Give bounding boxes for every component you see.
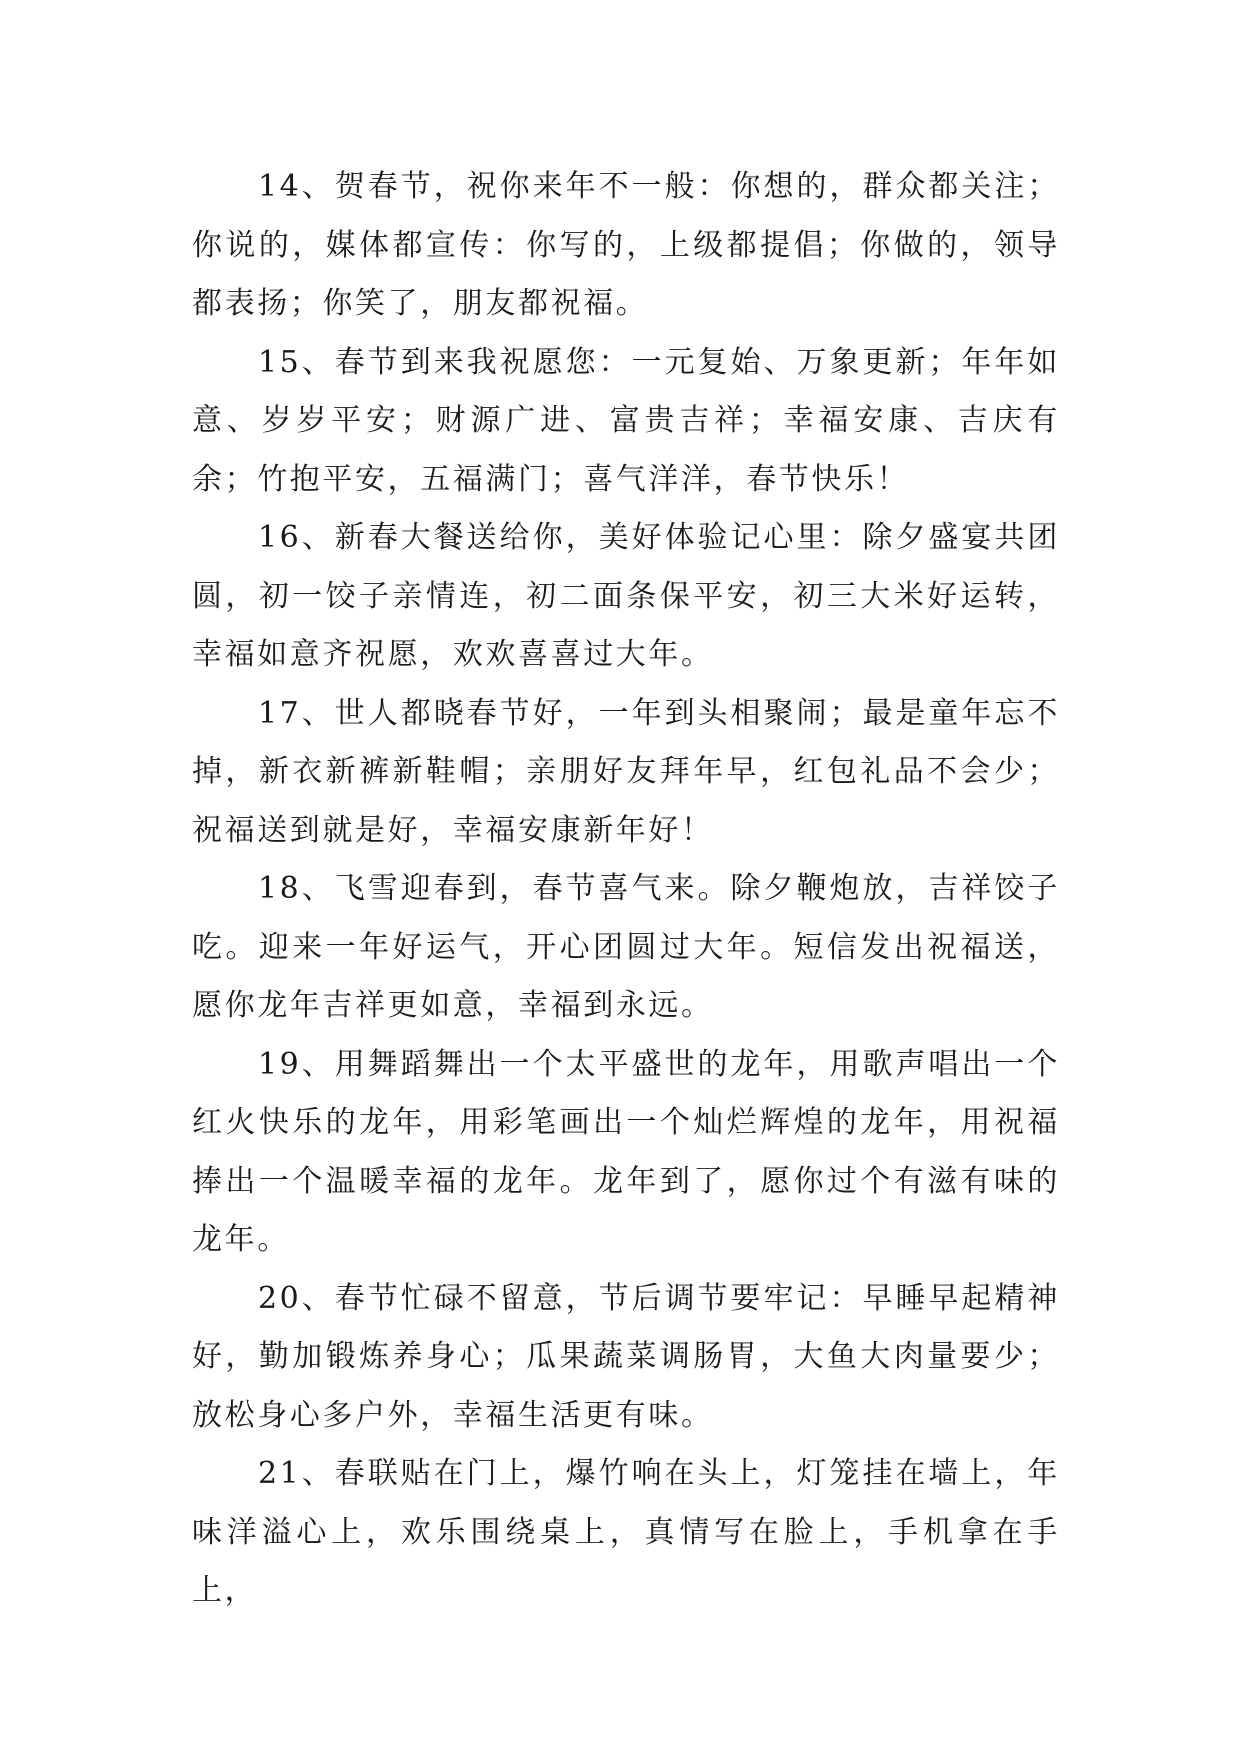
paragraph-21: 21、春联贴在门上，爆竹响在头上，灯笼挂在墙上，年味洋溢心上，欢乐围绕桌上，真情写在脸上，手机拿在手上， [192, 1456, 1060, 1608]
paragraph-14: 14、贺春节，祝你来年不一般：你想的，群众都关注；你说的，媒体都宣传：你写的，上级都提倡；你做的，领导都表扬；你笑了，朋友都祝福。 [192, 169, 1060, 321]
paragraph-17: 17、世人都晓春节好，一年到头相聚闹；最是童年忘不掉，新衣新裤新鞋帽；亲朋好友拜年早，红包礼品不会少；祝福送到就是好，幸福安康新年好！ [192, 695, 1060, 848]
paragraph-20: 20、春节忙碌不留意，节后调节要牢记：早睡早起精神好，勤加锻炼养身心；瓜果蔬菜调肠胃，大鱼大肉量要少；放松身心多户外，幸福生活更有味。 [192, 1280, 1060, 1433]
paragraph-18: 18、飞雪迎春到，春节喜气来。除夕鞭炮放，吉祥饺子吃。迎来一年好运气，开心团圆过大年。短信发出祝福送，愿你龙年吉祥更如意，幸福到永远。 [192, 871, 1060, 1023]
paragraph-16: 16、新春大餐送给你，美好体验记心里：除夕盛宴共团圆，初一饺子亲情连，初二面条保平安，初三大米好运转，幸福如意齐祝愿，欢欢喜喜过大年。 [192, 520, 1060, 672]
paragraph-19: 19、用舞蹈舞出一个太平盛世的龙年，用歌声唱出一个红火快乐的龙年，用彩笔画出一个灿烂辉煌的龙年，用祝福捧出一个温暖幸福的龙年。龙年到了，愿你过个有滋有味的龙年。 [192, 1046, 1060, 1257]
document-body [192, 158, 1060, 1621]
paragraph-15: 15、春节到来我祝愿您：一元复始、万象更新；年年如意、岁岁平安；财源广进、富贵吉祥；幸福安康、吉庆有余；竹抱平安，五福满门；喜气洋洋，春节快乐！ [192, 344, 1060, 497]
